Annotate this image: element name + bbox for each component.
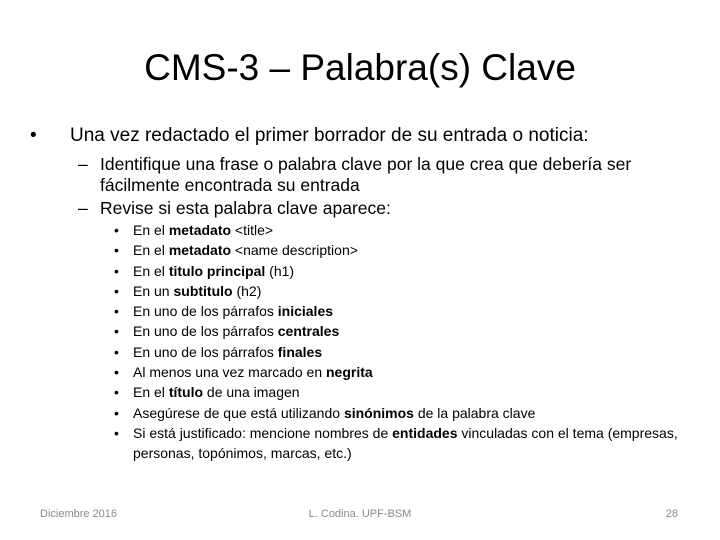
checklist-item-text: Asegúrese de que está utilizando (133, 404, 344, 421)
bullet-marker: • (30, 125, 37, 146)
footer-date: Diciembre 2016 (40, 508, 118, 520)
checklist-item-keyword: titulo principal (168, 262, 266, 279)
checklist-item (114, 362, 694, 382)
checklist-item-text: vinculadas con el tema (empresas, personas, topónimos, marcas, etc.) (133, 424, 678, 462)
checklist-item (114, 240, 694, 260)
bullet-marker: • (114, 364, 119, 381)
bullet-marker: • (114, 323, 119, 340)
checklist-item-text: En uno de los párrafos (133, 303, 278, 320)
dash-marker: – (78, 198, 88, 218)
checklist-item-text: Si está justificado: mencione nombres de (133, 424, 393, 441)
checklist-item-keyword: metadato (168, 242, 232, 259)
footer-page-number: 28 (665, 508, 678, 520)
checklist-item-keyword: negrita (326, 364, 373, 381)
bullet-marker: • (114, 282, 119, 299)
checklist-item-text: Al menos una vez marcado en (133, 364, 326, 381)
checklist-item (114, 342, 694, 362)
checklist-item-text: <title> (231, 222, 274, 238)
checklist (114, 220, 694, 464)
checklist-item (114, 261, 694, 281)
checklist-item (114, 382, 694, 402)
bullet-marker: • (114, 343, 119, 360)
checklist-item-text: En uno de los párrafos (133, 343, 278, 360)
bullet-marker: • (114, 222, 119, 238)
checklist-item (114, 403, 694, 423)
checklist-item-text: En uno de los párrafos (133, 323, 278, 340)
bullet-marker: • (114, 424, 119, 441)
checklist-item-text: de una imagen (203, 384, 300, 401)
main-bullet-text: Una vez redactado el primer borrador de su entrada o noticia: (70, 125, 589, 146)
checklist-item-text: de la palabra clave (413, 404, 536, 421)
bullet-marker: • (114, 262, 119, 279)
checklist-item-text: En el (133, 242, 169, 259)
checklist-item-text: En el (133, 222, 169, 238)
slide-title: CMS-3 – Palabra(s) Clave (144, 47, 576, 88)
checklist-item (114, 423, 694, 464)
checklist-item-keyword: entidades (392, 424, 458, 441)
checklist-item-keyword: metadato (168, 222, 232, 238)
footer-author: L. Codina. UPF-BSM (308, 508, 412, 520)
checklist-item-text: En un (133, 282, 174, 299)
checklist-item (114, 220, 694, 240)
sub-item-text: Identifique una frase o palabra clave por la que crea que debería ser fácilmente encontrada su entrada (100, 154, 632, 195)
checklist-item-keyword: subtitulo (173, 282, 233, 299)
checklist-item-text: En el (133, 262, 169, 279)
checklist-item-text: (h2) (232, 282, 262, 299)
checklist-item-keyword: centrales (277, 323, 340, 340)
bullet-marker: • (114, 303, 119, 320)
checklist-item-text: <name description> (231, 242, 358, 259)
dash-marker: – (78, 154, 88, 174)
checklist-item-keyword: sinónimos (343, 404, 414, 421)
checklist-item-keyword: iniciales (277, 303, 334, 320)
checklist-item (114, 281, 694, 301)
bullet-marker: • (114, 404, 119, 421)
sub-item-text: Revise si esta palabra clave aparece: (100, 198, 391, 218)
checklist-item (114, 301, 694, 321)
checklist-item-text: En el (133, 384, 169, 401)
checklist-item (114, 321, 694, 341)
bullet-marker: • (114, 384, 119, 401)
bullet-marker: • (114, 242, 119, 259)
checklist-item-text: (h1) (265, 262, 295, 279)
checklist-item-keyword: título (168, 384, 204, 401)
checklist-item-keyword: finales (277, 343, 323, 360)
